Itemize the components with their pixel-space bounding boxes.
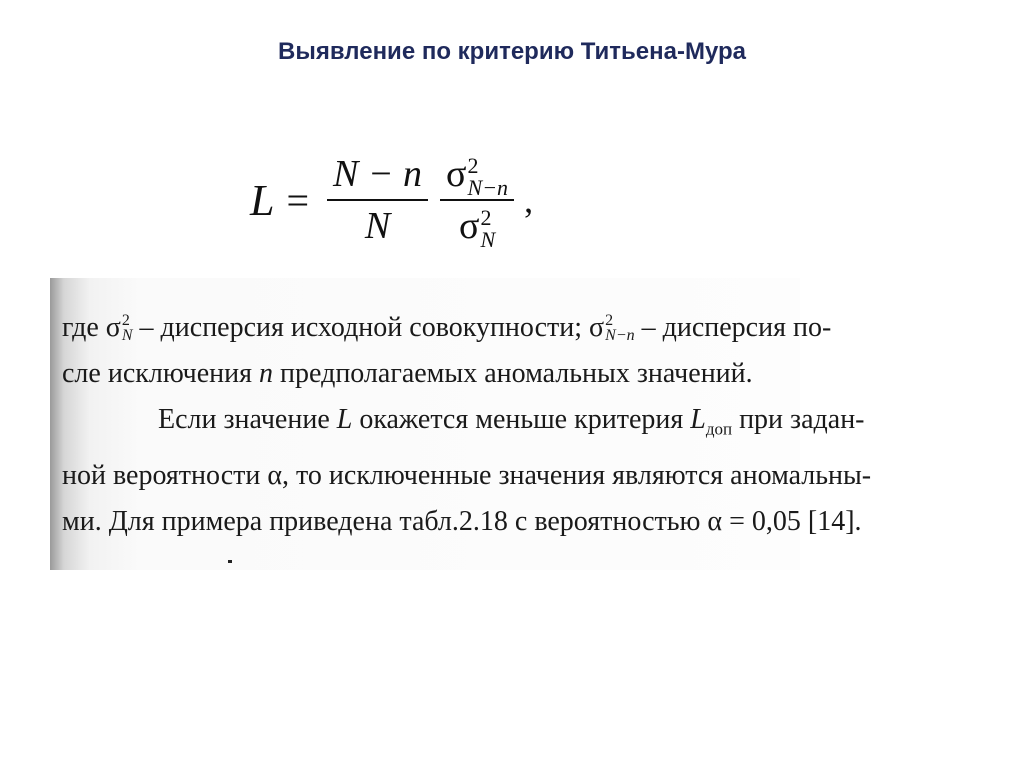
text-fragment: при задан- xyxy=(732,404,865,435)
formula-comma: , xyxy=(524,180,534,220)
text-fragment: – дисперсия по- xyxy=(641,312,832,343)
slide-title: Выявление по критерию Титьена-Мура xyxy=(278,38,746,65)
superscript: 2 xyxy=(605,312,614,329)
formula-equals: = xyxy=(286,177,310,223)
subscript-dop: доп xyxy=(705,419,733,439)
scanned-text-block xyxy=(62,305,962,545)
superscript: 2 xyxy=(121,312,130,329)
variable-L: L xyxy=(336,404,353,435)
subscript: N−n xyxy=(605,327,635,344)
fraction-1-numerator: N − n xyxy=(333,153,423,195)
sigma-symbol: σ xyxy=(589,312,605,343)
text-fragment: сле исключения xyxy=(62,358,260,389)
fraction-2-numerator xyxy=(440,149,514,199)
text-fragment: Если значение xyxy=(158,404,337,435)
text-line-2 xyxy=(62,351,962,397)
denominator-superscript: 2 xyxy=(480,205,492,231)
fraction-2 xyxy=(440,149,514,252)
text-fragment: где xyxy=(62,312,99,343)
variable-L-dop: L xyxy=(690,404,706,435)
text-line-3 xyxy=(62,397,962,453)
fraction-1-denominator: N xyxy=(364,205,391,247)
fraction-1 xyxy=(327,149,428,251)
denominator-subscript: N xyxy=(480,227,496,253)
subscript: N xyxy=(121,327,133,344)
sigma-n-minus-n-term xyxy=(589,305,635,351)
sigma-symbol: σ xyxy=(458,205,480,247)
fraction-2-denominator xyxy=(453,201,501,251)
sigma-symbol: σ xyxy=(446,152,467,195)
numerator-superscript: 2 xyxy=(467,153,479,178)
sigma-n-term xyxy=(106,305,133,351)
numerator-subscript: N−n xyxy=(467,175,509,200)
text-line-5: ми. Для примера приведена табл.2.18 с вероятностью α = 0,05 [14]. xyxy=(62,505,862,537)
text-fragment: – дисперсия исходной совокупности; xyxy=(139,312,590,343)
variable-n: n xyxy=(259,358,274,389)
formula-lhs: L xyxy=(250,175,275,225)
sigma-symbol: σ xyxy=(105,312,121,343)
formula xyxy=(250,140,533,260)
scan-speck xyxy=(228,560,232,563)
text-line-1 xyxy=(62,305,962,351)
text-fragment: предполагаемых аномальных значений. xyxy=(273,358,753,389)
text-line-4: ной вероятности α, то исключенные значения являются аномальны- xyxy=(62,459,872,491)
text-fragment: окажется меньше критерия xyxy=(352,404,691,435)
